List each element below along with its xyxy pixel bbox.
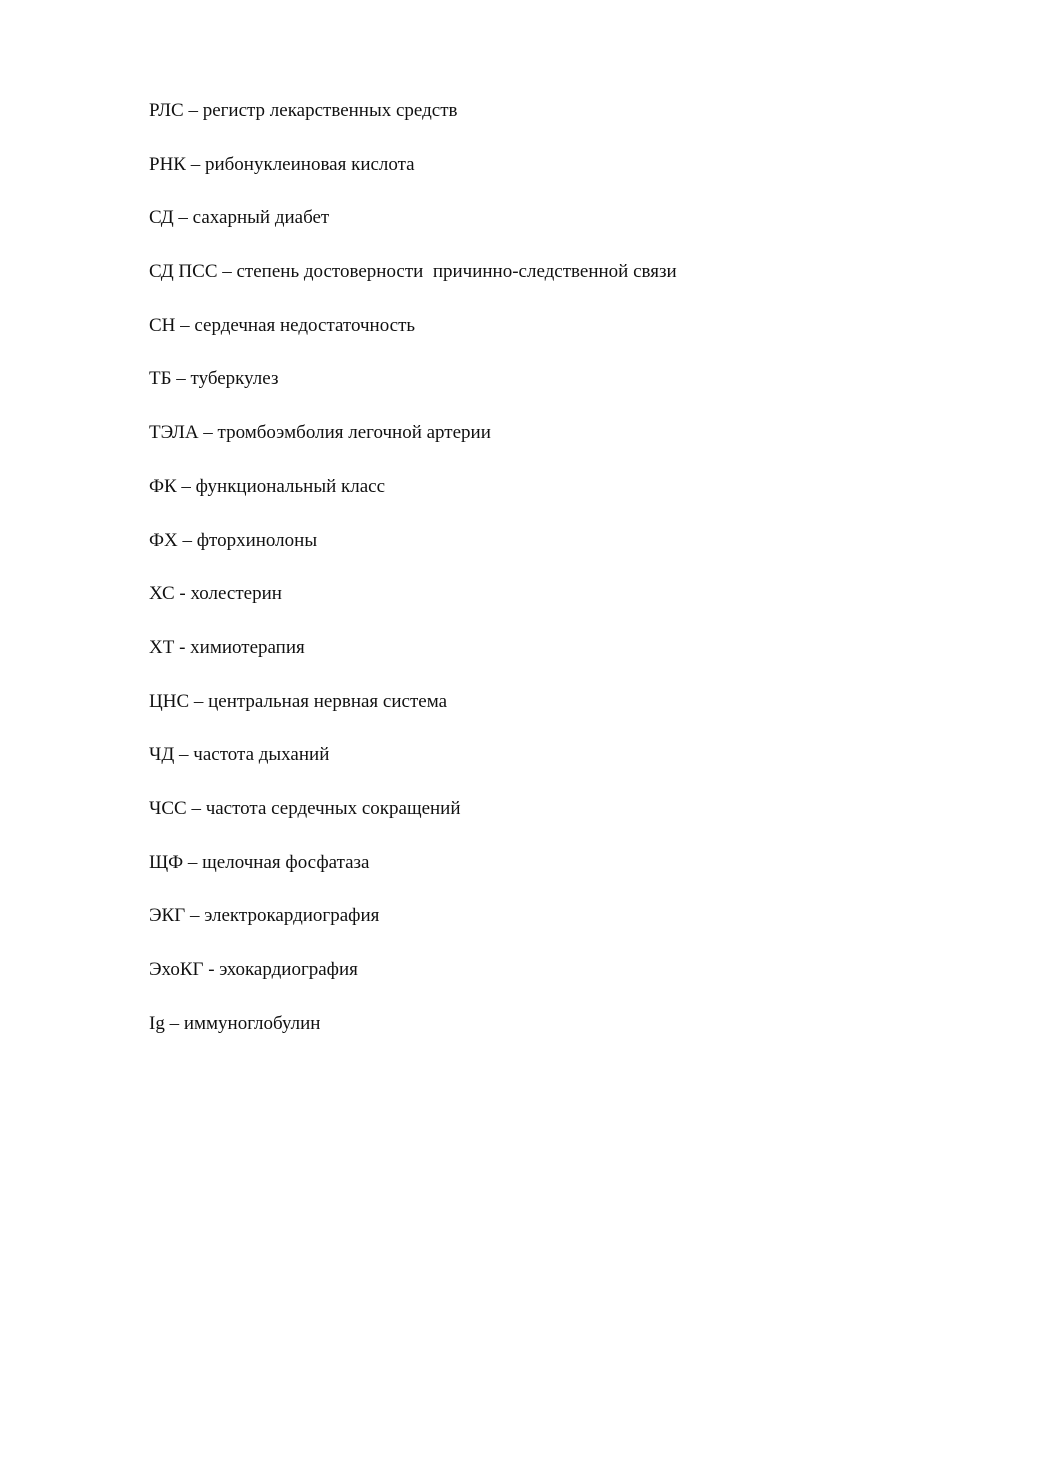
abbreviation-entry: РНК – рибонуклеиновая кислота [149,153,415,175]
abbreviation-entry: ЩФ – щелочная фосфатаза [149,851,370,873]
abbreviation-entry: ЧСС – частота сердечных сокращений [149,797,461,819]
abbreviation-entry: ФХ – фторхинолоны [149,529,318,551]
abbreviation-list [149,98,677,1064]
abbreviation-entry: ТЭЛА – тромбоэмболия легочной артерии [149,422,491,444]
abbreviation-entry: ЦНС – центральная нервная система [149,690,448,712]
abbreviation-entry: СД – сахарный диабет [149,207,330,229]
abbreviation-entry: РЛС – регистр лекарственных средств [149,100,458,121]
abbreviation-entry: Ig – иммуноглобулин [149,1012,321,1034]
abbreviation-entry: ЧД – частота дыханий [149,744,330,766]
abbreviation-entry: ХТ - химиотерапия [149,636,305,658]
abbreviation-entry: ЭКГ – электрокардиография [149,905,380,927]
abbreviation-entry: ТБ – туберкулез [149,368,279,390]
abbreviation-entry: СД ПСС – степень достоверности причинно-следственной связи [149,261,677,283]
abbreviation-entry: СН – сердечная недостаточность [149,314,416,336]
abbreviation-entry: ЭхоКГ - эхокардиография [149,959,358,980]
abbreviation-entry: ХС - холестерин [149,583,282,605]
abbreviation-entry: ФК – функциональный класс [149,475,386,497]
